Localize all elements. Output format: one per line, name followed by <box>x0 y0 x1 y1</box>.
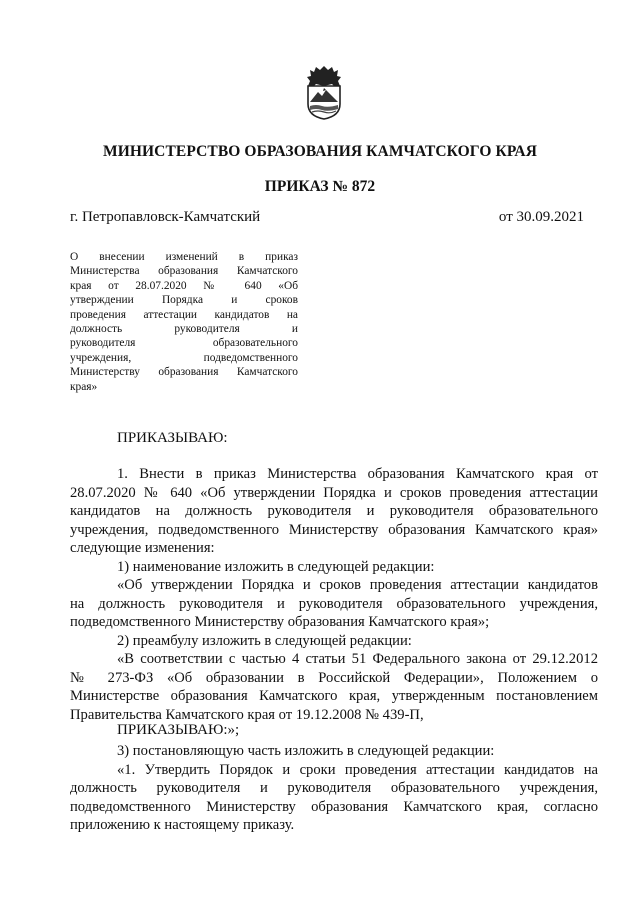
paragraph-line: кандидатов на должность руководителя и руководителя образовательного <box>70 503 598 519</box>
paragraph-line: 28.07.2020 № 640 «Об утверждении Порядка и сроков проведения аттестации <box>70 484 598 501</box>
subject-line: края от 28.07.2020 № 640 «Об <box>70 279 298 292</box>
order-title: ПРИКАЗ № 872 <box>264 178 376 195</box>
order-word: ПРИКАЗЫВАЮ: <box>117 430 228 446</box>
order-date: от 30.09.2021 <box>498 209 584 225</box>
subject-line: руководителя образовательного <box>70 337 298 350</box>
subject-line: О внесении изменений в приказ <box>70 251 298 263</box>
subject-line: проведения аттестации кандидатов на <box>70 308 298 321</box>
coat-of-arms-icon <box>304 64 344 120</box>
paragraph-line: Министерстве образования Камчатского края, утвержденным постановлением <box>70 688 598 704</box>
paragraph-line: № 273-ФЗ «Об образовании в Российской Федерации», Положением о <box>70 669 598 686</box>
order-word-quoted: ПРИКАЗЫВАЮ:»; <box>117 722 240 738</box>
paragraph-line: учреждения, подведомственного Министерству образования Камчатского края» <box>70 521 598 538</box>
subject-line: утверждении Порядка и сроков <box>70 294 298 307</box>
paragraph: 2) преамбулу изложить в следующей редакции: <box>117 632 412 649</box>
subject-line: должность руководителя и <box>70 323 298 336</box>
subject-block <box>70 250 298 394</box>
city: г. Петропавловск-Камчатский <box>70 209 261 225</box>
paragraph: 3) постановляющую часть изложить в следующей редакции: <box>117 743 495 759</box>
paragraph: 1) наименование изложить в следующей редакции: <box>117 558 435 575</box>
paragraph-line: должность руководителя и руководителя образовательного учреждения, <box>70 780 598 796</box>
paragraph-line: «1. Утвердить Порядок и сроки проведения аттестации кандидатов на <box>117 761 598 778</box>
subject-line: Министерству образования Камчатского <box>70 366 298 379</box>
paragraph-line: подведомственного Министерству образования Камчатского края, согласно <box>70 798 598 815</box>
paragraph-line: 1. Внести в приказ Министерства образования Камчатского края от <box>117 466 598 482</box>
paragraph-line: Правительства Камчатского края от 19.12.2008 № 439-П, <box>70 706 424 723</box>
paragraph-line: следующие изменения: <box>70 540 215 556</box>
subject-line: Министерства образования Камчатского <box>70 265 298 278</box>
paragraph-line: приложению к настоящему приказу. <box>70 817 295 833</box>
paragraph-line: подведомственного Министерству образования Камчатского края»; <box>70 614 490 630</box>
subject-line: учреждения, подведомственного <box>70 351 298 364</box>
paragraph-line: на должность руководителя и руководителя образовательного учреждения, <box>70 595 598 612</box>
paragraph-line: «Об утверждении Порядка и сроков проведения аттестации кандидатов <box>117 577 598 593</box>
subject-line: края» <box>70 380 98 393</box>
ministry-name: МИНИСТЕРСТВО ОБРАЗОВАНИЯ КАМЧАТСКОГО КРАЯ <box>102 143 538 160</box>
order-body <box>70 465 598 724</box>
order-body-continued <box>70 742 598 835</box>
paragraph-line: «В соответствии с частью 4 статьи 51 Федерального закона от 29.12.2012 <box>117 651 598 667</box>
